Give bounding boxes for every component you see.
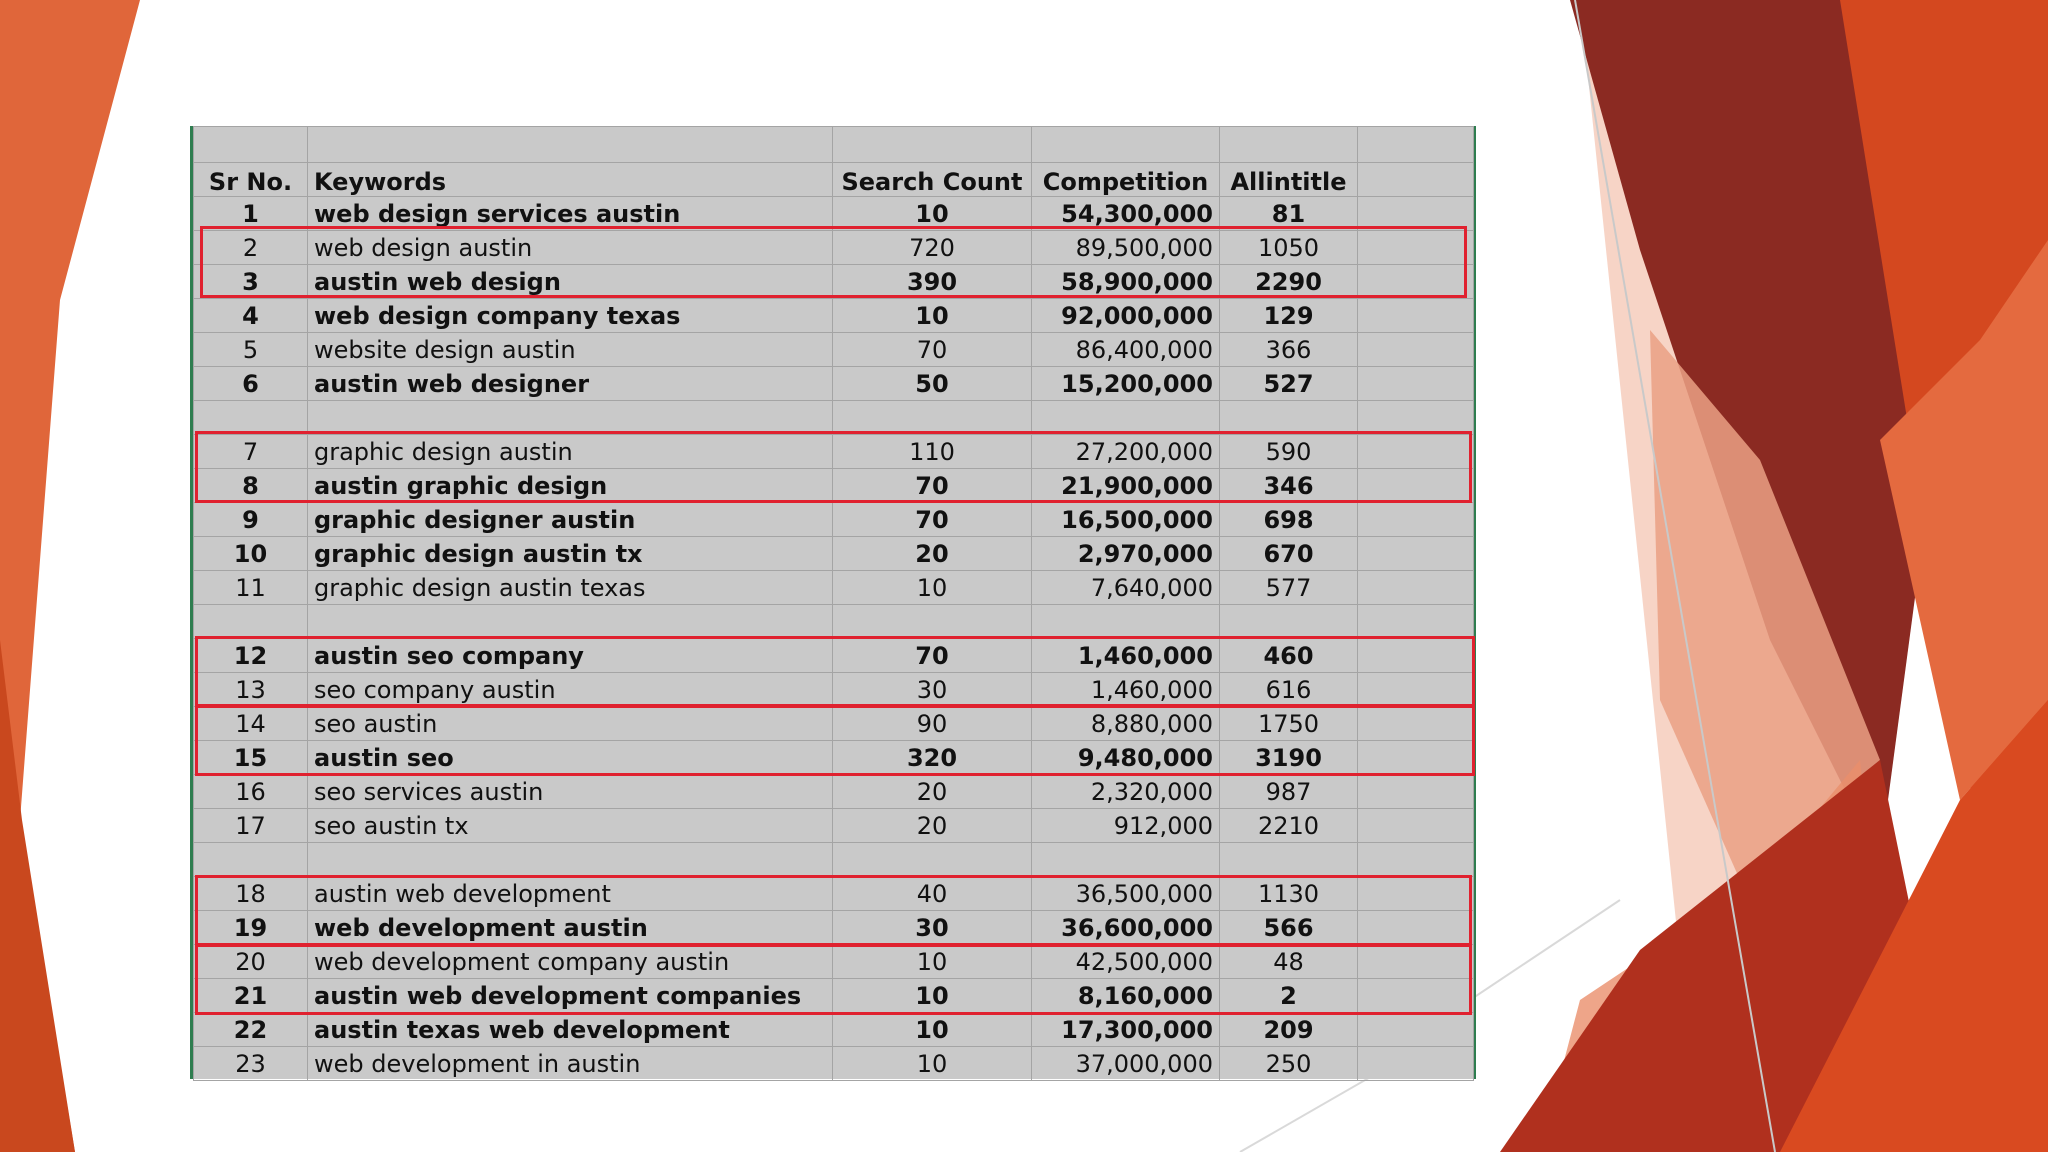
cell-search-count: 10 (833, 1047, 1032, 1081)
cell-sr-no: 10 (194, 537, 308, 571)
cell-sr-no: 6 (194, 367, 308, 401)
cell-competition: 92,000,000 (1032, 299, 1220, 333)
cell-competition: 36,500,000 (1032, 877, 1220, 911)
keyword-table (193, 126, 1474, 1081)
cell-search-count: 10 (833, 299, 1032, 333)
cell-search-count: 110 (833, 435, 1032, 469)
table-row (194, 231, 1474, 265)
cell-allintitle: 81 (1220, 197, 1358, 231)
cell-sr-no: 16 (194, 775, 308, 809)
cell-keyword: graphic designer austin (308, 503, 833, 537)
cell-keyword: seo austin (308, 707, 833, 741)
cell-sr-no: 13 (194, 673, 308, 707)
cell-sr-no: 5 (194, 333, 308, 367)
table-row (194, 945, 1474, 979)
cell-allintitle: 250 (1220, 1047, 1358, 1081)
cell-search-count: 30 (833, 911, 1032, 945)
cell-sr-no: 14 (194, 707, 308, 741)
cell-keyword: austin web development companies (308, 979, 833, 1013)
table-row (194, 877, 1474, 911)
cell-allintitle: 698 (1220, 503, 1358, 537)
cell-allintitle: 366 (1220, 333, 1358, 367)
table-row (194, 639, 1474, 673)
cell-keyword: austin seo (308, 741, 833, 775)
cell-keyword: austin web design (308, 265, 833, 299)
header-keywords: Keywords (308, 163, 833, 197)
keyword-spreadsheet (190, 126, 1476, 1079)
cell-sr-no: 19 (194, 911, 308, 945)
cell-keyword: web design austin (308, 231, 833, 265)
cell-search-count: 720 (833, 231, 1032, 265)
header-competition: Competition (1032, 163, 1220, 197)
cell-keyword: seo austin tx (308, 809, 833, 843)
cell-allintitle: 577 (1220, 571, 1358, 605)
cell-search-count: 10 (833, 979, 1032, 1013)
cell-keyword: austin graphic design (308, 469, 833, 503)
cell-keyword: web development austin (308, 911, 833, 945)
cell-competition: 21,900,000 (1032, 469, 1220, 503)
cell-keyword: web development company austin (308, 945, 833, 979)
cell-competition: 17,300,000 (1032, 1013, 1220, 1047)
cell-competition: 86,400,000 (1032, 333, 1220, 367)
cell-keyword: austin web designer (308, 367, 833, 401)
cell-keyword: austin seo company (308, 639, 833, 673)
cell-allintitle: 527 (1220, 367, 1358, 401)
cell-allintitle: 3190 (1220, 741, 1358, 775)
table-row (194, 1013, 1474, 1047)
cell-competition: 54,300,000 (1032, 197, 1220, 231)
table-row (194, 571, 1474, 605)
cell-allintitle: 616 (1220, 673, 1358, 707)
cell-competition: 42,500,000 (1032, 945, 1220, 979)
table-row (194, 367, 1474, 401)
cell-keyword: graphic design austin (308, 435, 833, 469)
cell-search-count: 70 (833, 469, 1032, 503)
cell-sr-no: 22 (194, 1013, 308, 1047)
cell-competition: 1,460,000 (1032, 639, 1220, 673)
cell-search-count: 70 (833, 503, 1032, 537)
cell-search-count: 70 (833, 639, 1032, 673)
cell-search-count: 320 (833, 741, 1032, 775)
cell-sr-no: 1 (194, 197, 308, 231)
cell-allintitle: 670 (1220, 537, 1358, 571)
cell-keyword: austin texas web development (308, 1013, 833, 1047)
table-row (194, 911, 1474, 945)
cell-allintitle: 1750 (1220, 707, 1358, 741)
cell-competition: 8,880,000 (1032, 707, 1220, 741)
cell-allintitle: 590 (1220, 435, 1358, 469)
cell-sr-no: 11 (194, 571, 308, 605)
cell-search-count: 90 (833, 707, 1032, 741)
cell-allintitle: 2290 (1220, 265, 1358, 299)
header-search-count: Search Count (833, 163, 1032, 197)
cell-search-count: 20 (833, 775, 1032, 809)
cell-sr-no: 20 (194, 945, 308, 979)
cell-keyword: seo company austin (308, 673, 833, 707)
cell-search-count: 20 (833, 537, 1032, 571)
thin-line-2 (1470, 900, 1620, 1000)
table-row (194, 299, 1474, 333)
table-row (194, 503, 1474, 537)
cell-sr-no: 7 (194, 435, 308, 469)
cell-competition: 7,640,000 (1032, 571, 1220, 605)
cell-allintitle: 2 (1220, 979, 1358, 1013)
cell-allintitle: 48 (1220, 945, 1358, 979)
cell-sr-no: 21 (194, 979, 308, 1013)
cell-search-count: 10 (833, 945, 1032, 979)
cell-keyword: web development in austin (308, 1047, 833, 1081)
table-row (194, 707, 1474, 741)
table-row (194, 469, 1474, 503)
table-row (194, 333, 1474, 367)
cell-keyword: graphic design austin texas (308, 571, 833, 605)
cell-sr-no: 4 (194, 299, 308, 333)
cell-sr-no: 15 (194, 741, 308, 775)
cell-allintitle: 460 (1220, 639, 1358, 673)
cell-allintitle: 1050 (1220, 231, 1358, 265)
cell-search-count: 20 (833, 809, 1032, 843)
table-row (194, 197, 1474, 231)
cell-keyword: seo services austin (308, 775, 833, 809)
header-allintitle: Allintitle (1220, 163, 1358, 197)
cell-allintitle: 566 (1220, 911, 1358, 945)
table-row (194, 809, 1474, 843)
cell-competition: 2,970,000 (1032, 537, 1220, 571)
cell-allintitle: 1130 (1220, 877, 1358, 911)
cell-competition: 15,200,000 (1032, 367, 1220, 401)
table-row (194, 741, 1474, 775)
cell-search-count: 30 (833, 673, 1032, 707)
cell-sr-no: 3 (194, 265, 308, 299)
table-row (194, 435, 1474, 469)
cell-allintitle: 209 (1220, 1013, 1358, 1047)
table-row (194, 265, 1474, 299)
cell-competition: 37,000,000 (1032, 1047, 1220, 1081)
cell-keyword: graphic design austin tx (308, 537, 833, 571)
table-row (194, 537, 1474, 571)
cell-search-count: 10 (833, 1013, 1032, 1047)
cell-keyword: web design services austin (308, 197, 833, 231)
cell-allintitle: 346 (1220, 469, 1358, 503)
cell-sr-no: 8 (194, 469, 308, 503)
cell-competition: 16,500,000 (1032, 503, 1220, 537)
cell-competition: 912,000 (1032, 809, 1220, 843)
blank-spacer-row (194, 605, 1474, 639)
cell-search-count: 50 (833, 367, 1032, 401)
cell-keyword: web design company texas (308, 299, 833, 333)
cell-competition: 8,160,000 (1032, 979, 1220, 1013)
table-row (194, 979, 1474, 1013)
cell-sr-no: 23 (194, 1047, 308, 1081)
cell-competition: 36,600,000 (1032, 911, 1220, 945)
header-sr-no: Sr No. (194, 163, 308, 197)
cell-search-count: 40 (833, 877, 1032, 911)
table-row (194, 1047, 1474, 1081)
blank-spacer-row (194, 843, 1474, 877)
cell-search-count: 10 (833, 571, 1032, 605)
cell-competition: 89,500,000 (1032, 231, 1220, 265)
cell-competition: 27,200,000 (1032, 435, 1220, 469)
cell-allintitle: 2210 (1220, 809, 1358, 843)
cell-search-count: 10 (833, 197, 1032, 231)
cell-allintitle: 987 (1220, 775, 1358, 809)
cell-sr-no: 9 (194, 503, 308, 537)
cell-sr-no: 17 (194, 809, 308, 843)
cell-allintitle: 129 (1220, 299, 1358, 333)
blank-spacer-row (194, 401, 1474, 435)
cell-sr-no: 2 (194, 231, 308, 265)
cell-competition: 2,320,000 (1032, 775, 1220, 809)
cell-keyword: austin web development (308, 877, 833, 911)
cell-search-count: 390 (833, 265, 1032, 299)
cell-keyword: website design austin (308, 333, 833, 367)
cell-competition: 58,900,000 (1032, 265, 1220, 299)
table-row (194, 673, 1474, 707)
table-row (194, 775, 1474, 809)
cell-sr-no: 12 (194, 639, 308, 673)
table-header-row (194, 163, 1474, 197)
cell-sr-no: 18 (194, 877, 308, 911)
cell-competition: 1,460,000 (1032, 673, 1220, 707)
cell-competition: 9,480,000 (1032, 741, 1220, 775)
cell-search-count: 70 (833, 333, 1032, 367)
empty-top-row (194, 127, 1474, 163)
